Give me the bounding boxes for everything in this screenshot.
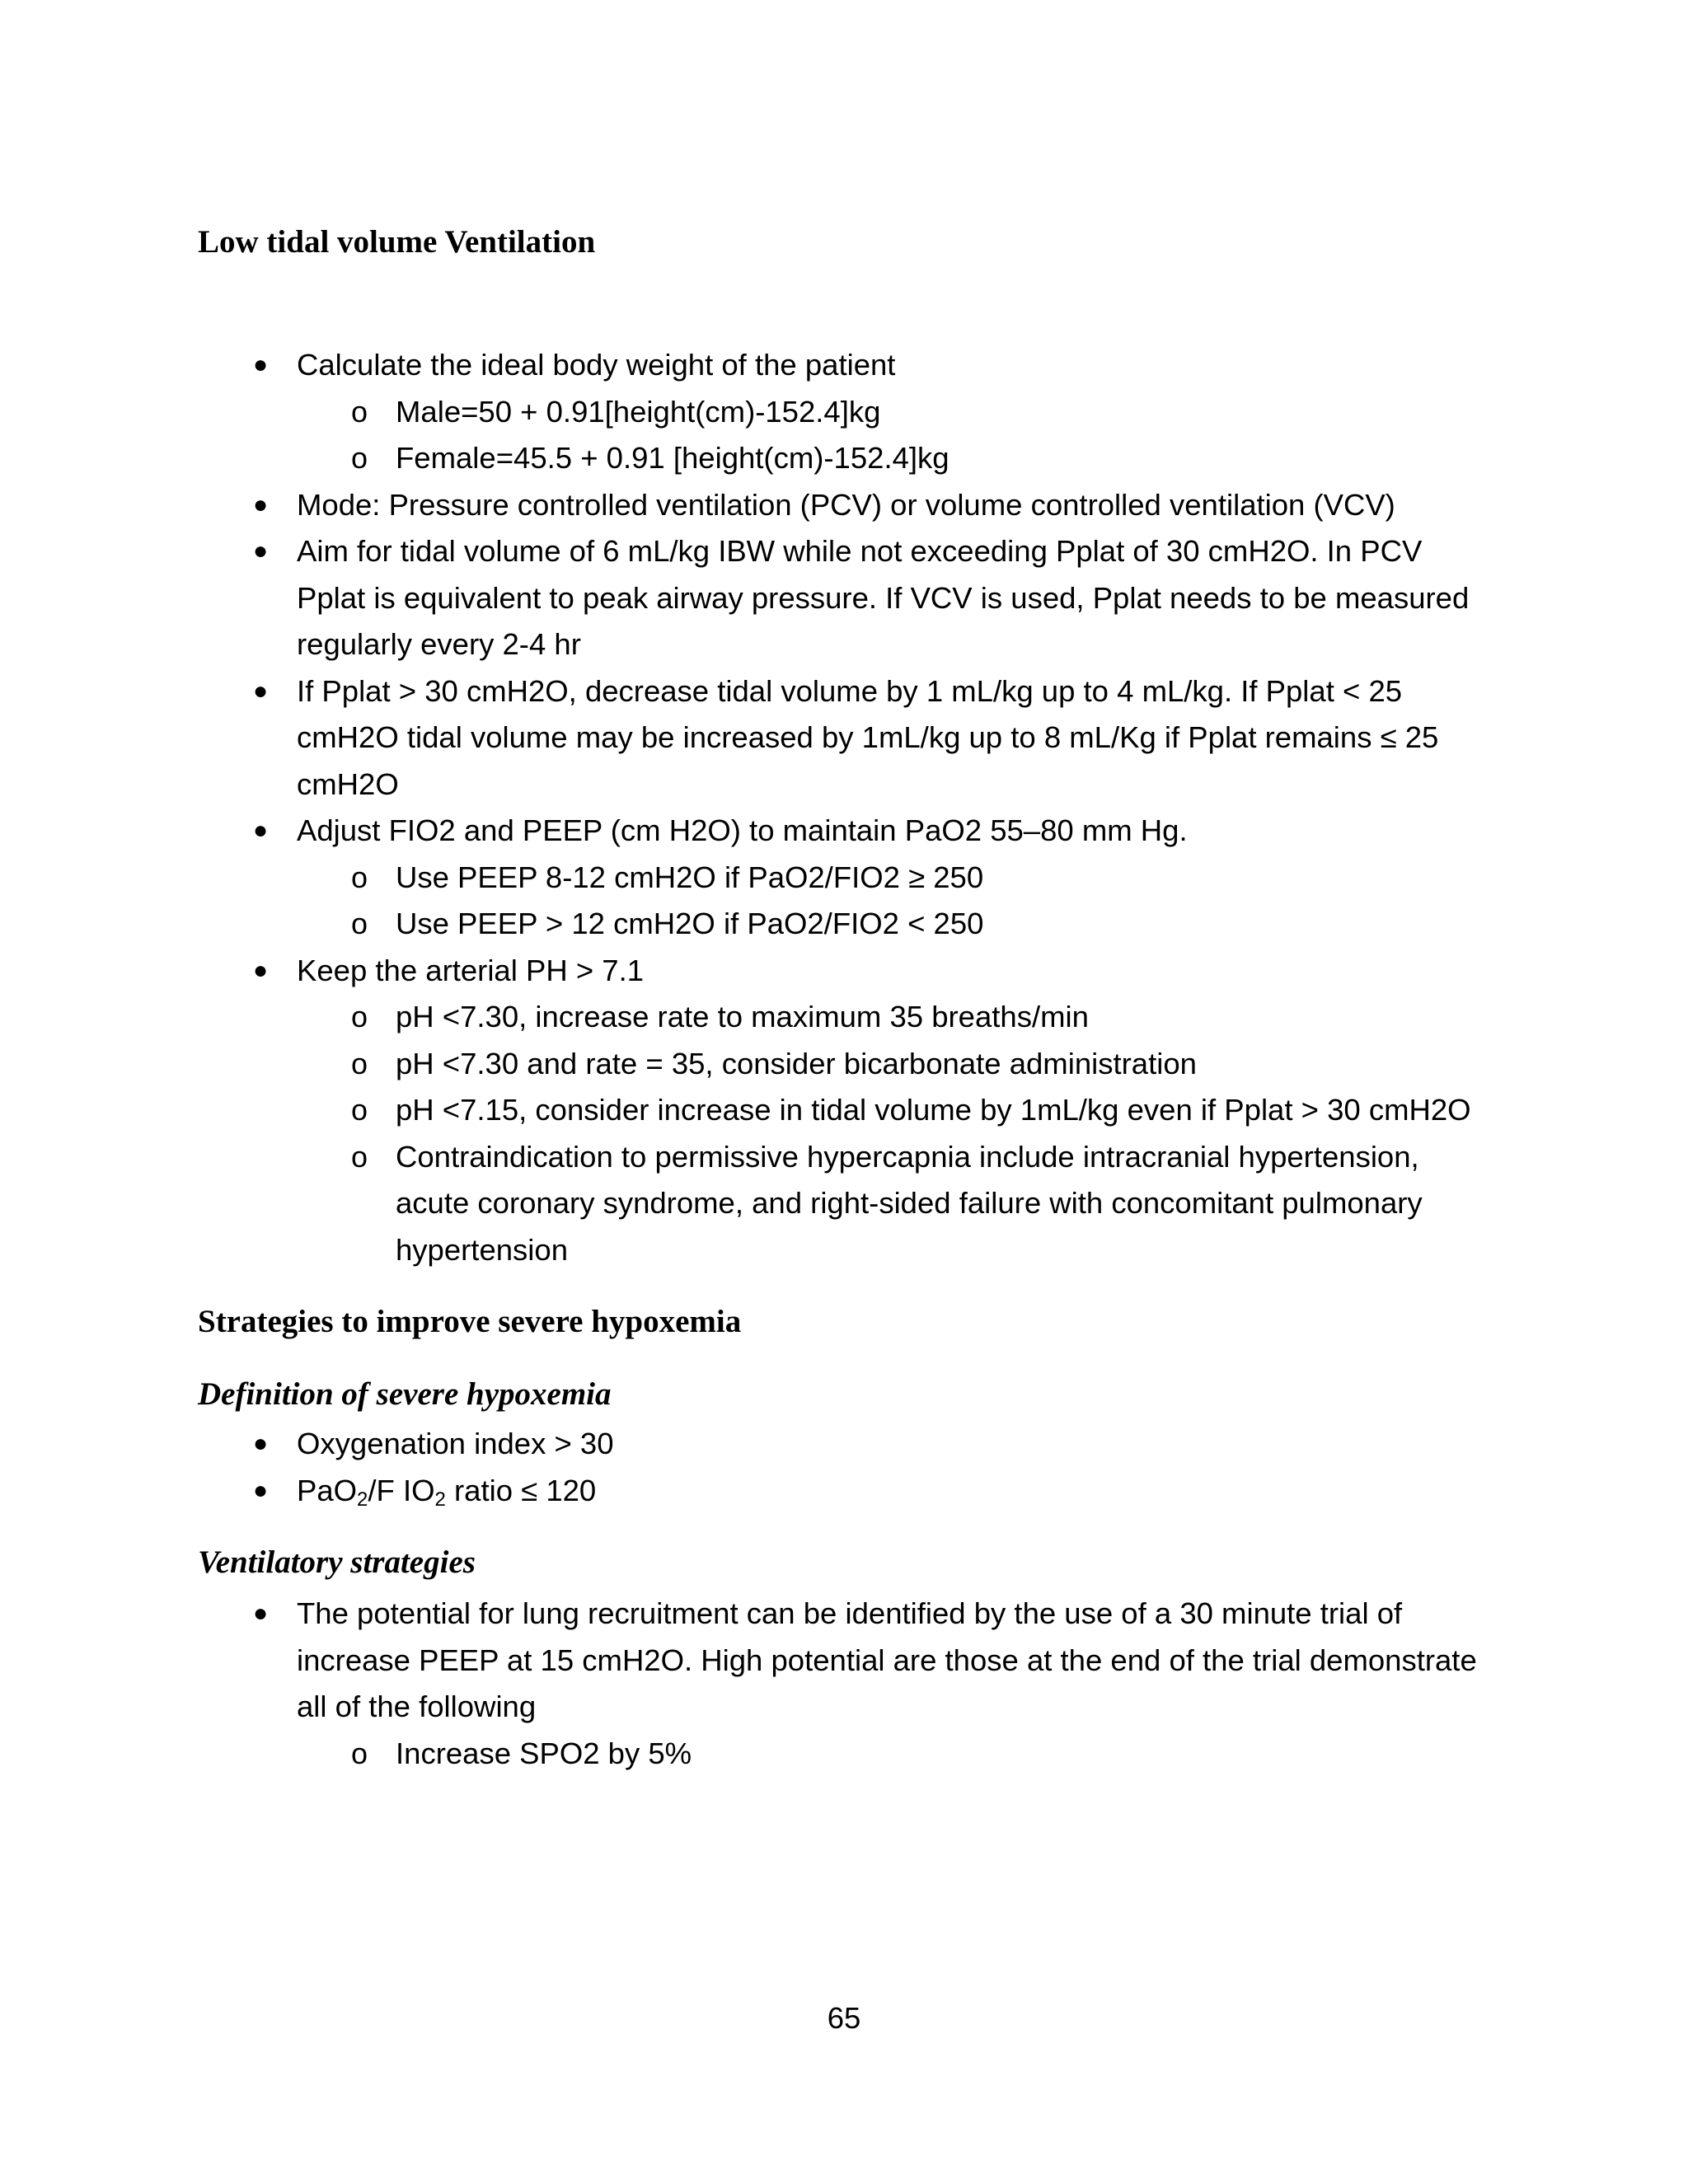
bullet-icon: ●	[252, 537, 269, 565]
sub-item-text-line: hypertension	[396, 1232, 569, 1267]
bullet-icon: ●	[252, 1430, 269, 1457]
list-item	[0, 1468, 1500, 1515]
list-item-text-line: Aim for tidal volume of 6 mL/kg IBW while not exceeding Pplat of 30 cmH2O. In PCV	[297, 534, 1423, 568]
subheading-ventilatory: Ventilatory strategies	[198, 1544, 476, 1580]
list-item-text: Calculate the ideal body weight of the patient	[297, 348, 896, 382]
list-item-text-line: increase PEEP at 15 cmH2O. High potential are those at the end of the trial demonstrate	[297, 1643, 1477, 1677]
list-item	[0, 528, 1500, 668]
sub-item-text-line: Contraindication to permissive hypercapnia include intracranial hypertension,	[396, 1139, 1419, 1174]
list-item	[0, 948, 1500, 995]
bullet-icon: ●	[252, 677, 269, 705]
sub-list-item	[0, 1731, 1500, 1778]
bullet-list-definition	[0, 1421, 1500, 1514]
sub-item-text: pH <7.30 and rate = 35, consider bicarbonate administration	[396, 1046, 1197, 1080]
page-number: 65	[827, 2001, 861, 2035]
sub-list-item	[0, 435, 1500, 482]
sub-list-item	[0, 1041, 1500, 1088]
heading-low-tidal-volume: Low tidal volume Ventilation	[198, 224, 596, 260]
sub-list-item	[0, 389, 1500, 436]
sub-list-item	[0, 901, 1500, 948]
circle-bullet-icon: o	[350, 1000, 368, 1033]
list-item-text-line: The potential for lung recruitment can be identified by the use of a 30 minute trial of	[297, 1596, 1403, 1630]
list-item	[0, 342, 1500, 389]
sub-item-text: pH <7.30, increase rate to maximum 35 breaths/min	[396, 1000, 1089, 1033]
list-item-text-line: If Pplat > 30 cmH2O, decrease tidal volume by 1 mL/kg up to 4 mL/kg. If Pplat < 25	[297, 673, 1403, 708]
bullet-icon: ●	[252, 1600, 269, 1627]
ratio-text-part: PaO	[297, 1473, 358, 1507]
list-item-text: Adjust FIO2 and PEEP (cm H2O) to maintain PaO2 55–80 mm Hg.	[297, 813, 1188, 847]
sub-item-text: pH <7.15, consider increase in tidal volume by 1mL/kg even if Pplat > 30 cmH2O	[396, 1093, 1471, 1127]
circle-bullet-icon: o	[350, 1046, 368, 1080]
list-item-text-line: cmH2O	[297, 766, 399, 801]
bullet-icon: ●	[252, 1476, 269, 1504]
list-item	[0, 1591, 1500, 1731]
list-item-text-line: Pplat is equivalent to peak airway pressure. If VCV is used, Pplat needs to be measured	[297, 580, 1470, 615]
list-item-text-line: all of the following	[297, 1690, 537, 1723]
circle-bullet-icon: o	[350, 1139, 368, 1174]
sub-list-item	[0, 994, 1500, 1041]
sub-item-text: Male=50 + 0.91[height(cm)-152.4]kg	[396, 394, 881, 429]
heading-severe-hypoxemia: Strategies to improve severe hypoxemia	[198, 1304, 742, 1339]
circle-bullet-icon: o	[350, 860, 368, 894]
ratio-text-part: /F IO	[368, 1473, 435, 1507]
bullet-list-ventilation	[0, 342, 1500, 1273]
bullet-icon: ●	[252, 351, 269, 378]
bullet-icon: ●	[252, 956, 269, 984]
list-item	[0, 808, 1500, 855]
subscript: 2	[357, 1488, 368, 1511]
circle-bullet-icon: o	[350, 1093, 368, 1127]
sub-item-text: Increase SPO2 by 5%	[396, 1736, 692, 1770]
list-item-text-line: regularly every 2-4 hr	[297, 627, 581, 661]
list-item-text: Oxygenation index > 30	[297, 1427, 614, 1460]
circle-bullet-icon: o	[350, 907, 368, 940]
sub-item-text-line: acute coronary syndrome, and right-sided failure with concomitant pulmonary	[396, 1186, 1423, 1220]
list-item	[0, 482, 1500, 529]
ratio-text-part: ratio ≤ 120	[445, 1473, 597, 1507]
sub-list-item	[0, 1087, 1500, 1134]
list-item	[0, 668, 1500, 808]
list-item-text: Keep the arterial PH > 7.1	[297, 953, 645, 987]
circle-bullet-icon: o	[350, 394, 368, 429]
bullet-icon: ●	[252, 817, 269, 844]
subheading-definition: Definition of severe hypoxemia	[198, 1376, 612, 1412]
list-item	[0, 1421, 1500, 1468]
list-item-text-line: cmH2O tidal volume may be increased by 1mL/kg up to 8 mL/Kg if Pplat remains ≤ 25	[297, 720, 1439, 754]
bullet-icon: ●	[252, 490, 269, 518]
list-item-text: Mode: Pressure controlled ventilation (PCV) or volume controlled ventilation (VCV)	[297, 487, 1395, 522]
sub-item-text: Use PEEP > 12 cmH2O if PaO2/FIO2 < 250	[396, 907, 984, 940]
circle-bullet-icon: o	[350, 441, 368, 475]
sub-list-item	[0, 855, 1500, 902]
subscript: 2	[434, 1488, 446, 1511]
bullet-list-ventilatory	[0, 1591, 1500, 1777]
sub-item-text: Use PEEP 8-12 cmH2O if PaO2/FIO2 ≥ 250	[396, 860, 984, 894]
sub-item-text: Female=45.5 + 0.91 [height(cm)-152.4]kg	[396, 441, 950, 475]
circle-bullet-icon: o	[350, 1736, 368, 1770]
sub-list-item	[0, 1134, 1500, 1274]
